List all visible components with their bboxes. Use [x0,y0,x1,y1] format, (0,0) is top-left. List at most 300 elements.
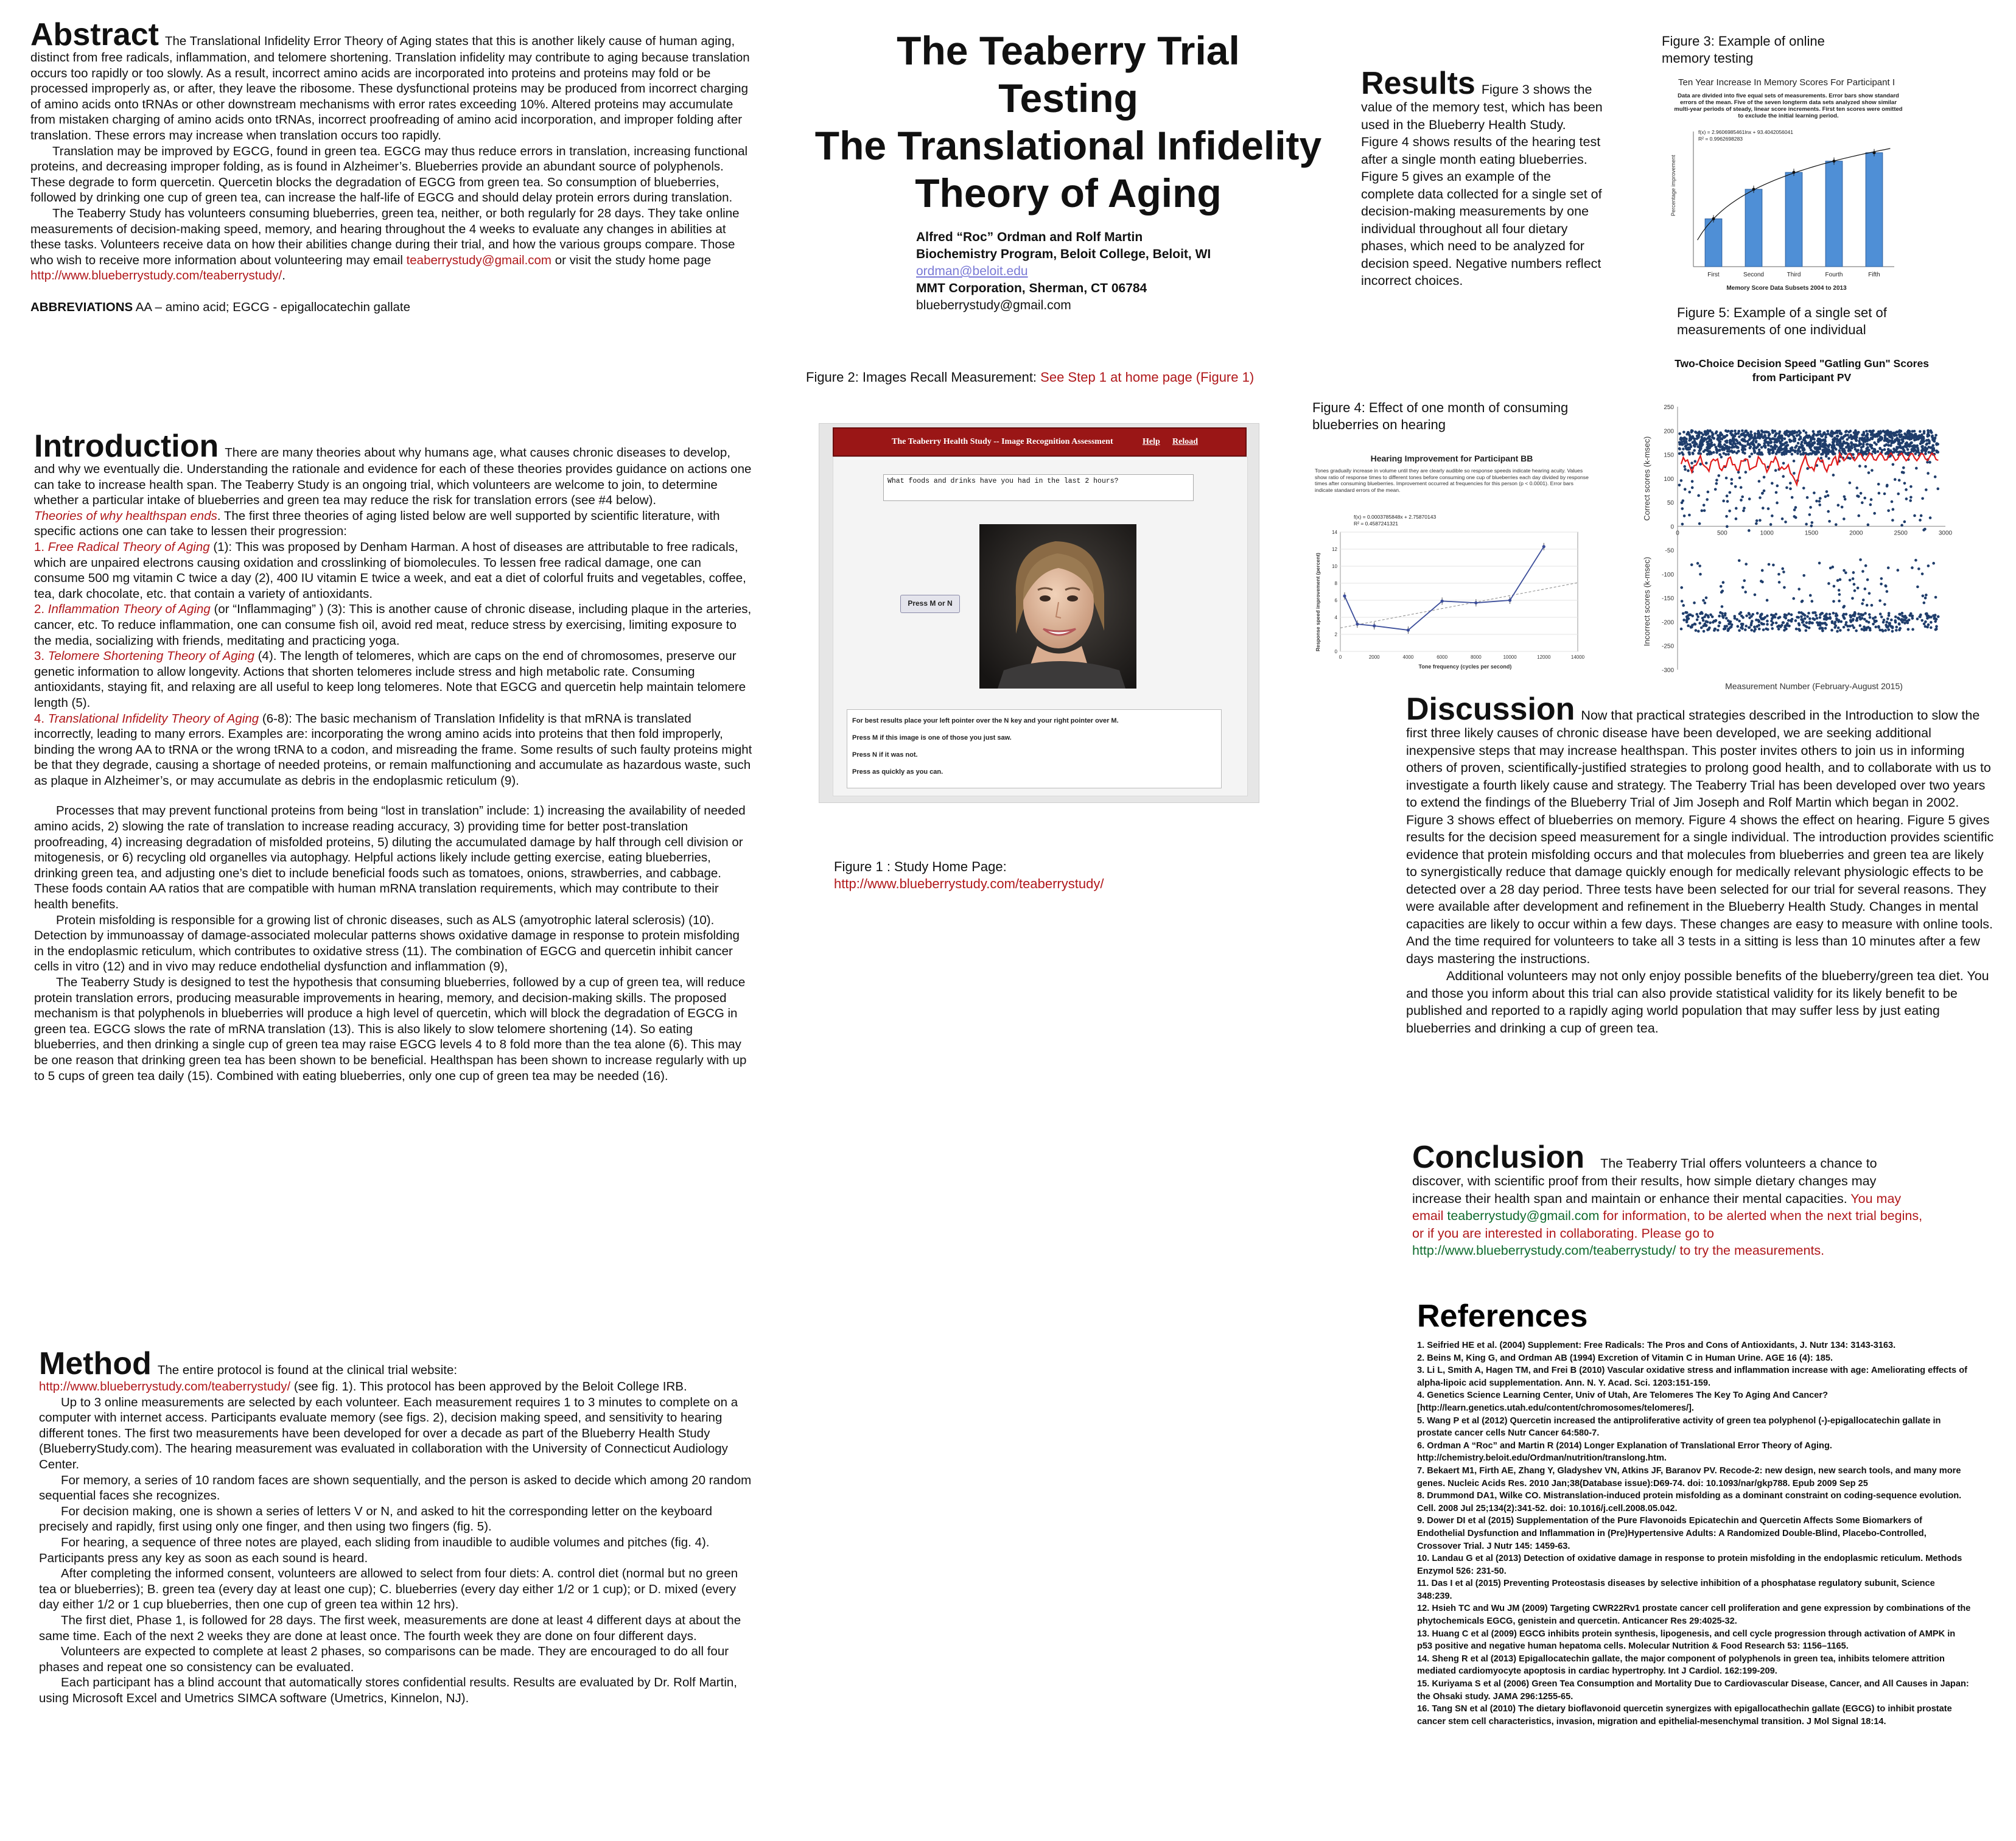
author-email-link[interactable]: ordman@beloit.edu [916,264,1028,278]
figure5-incorrect-point [1741,624,1744,627]
figure4-point [1508,598,1511,601]
figure5-correct-point [1725,445,1728,448]
figure5-title: Two-Choice Decision Speed "Gatling Gun" Scores from Participant PV [1675,357,1929,384]
figure5-incorrect-point [1857,612,1860,615]
figure5-correct-point [1845,430,1848,433]
figure5-correct-point [1891,439,1894,442]
figure1-caption: Figure 1 : Study Home Page: http://www.blueberrystudy.com/teaberrystudy/ [834,859,1104,891]
figure5-incorrect-point [1868,613,1871,616]
figure5-correct-point [1738,435,1741,438]
figure3-point [1833,160,1836,163]
figure5-correct-point [1863,497,1866,500]
figure5-incorrect-point [1811,611,1815,614]
figure5-correct-point [1769,438,1772,441]
figure5-incorrect-point [1857,587,1860,590]
figure5-correct-point [1924,450,1927,453]
figure5-incorrect-point [1694,623,1697,626]
figure5-incorrect-point [1787,619,1790,622]
figure5-correct-point [1690,437,1693,440]
intro-p2: Processes that may prevent functional proteins from being “lost in translation” include: 1) increasing the availability of needed amino acids, 2) slowing the rate of translation to increase reading accuracy, 3) providing time for better post-translation proofreading, 4) increasing degradation of misfolded proteins, 5) diluting the accumulated damage by half through cell division or mitogenesis, or 6) recycling old organelles via autophagy. Helpful actions likely include getting exercise, eating blueberries, drinking green tea, and adjusting one’s diet to include beneficial foods such as tomatoes, onions, strawberries, and cabbage. These foods contain AA ratios that are compatible with human mRNA translation requirements, which may contribute to their health benefits. [34,804,746,912]
figure2-caption-link[interactable]: See Step 1 at home page (Figure 1) [1040,370,1255,385]
figure5-correct-point [1712,451,1715,454]
figure5-x-tick-label: 3000 [1938,530,1953,537]
figure5-correct-point [1836,431,1839,434]
figure5-correct-point [1681,501,1684,504]
abstract-email-link[interactable]: teaberrystudy@gmail.com [406,253,552,267]
figure5-correct-point [1755,441,1758,444]
figure5-incorrect-point [1924,597,1927,600]
figure5-correct-point [1760,446,1763,449]
figure5-caption: Figure 5: Example of a single set of measurements of one individual [1677,305,1887,337]
figure5-correct-point [1854,429,1857,432]
figure5-incorrect-point [1712,621,1715,624]
figure5-incorrect-point [1862,598,1865,601]
figure5-incorrect-point [1808,617,1811,620]
figure5-incorrect-point [1820,612,1823,615]
figure3-point [1712,217,1715,220]
figure5-correct-point [1786,430,1789,433]
figure5-correct-point [1719,433,1722,436]
figure5-correct-point [1688,491,1691,494]
figure5-correct-point [1910,433,1913,436]
figure5-incorrect-point [1794,619,1797,622]
figure5-incorrect-point [1855,619,1858,622]
figure5-incorrect-point [1855,629,1858,633]
figure5-correct-point [1823,431,1826,434]
figure5-incorrect-point [1757,624,1760,627]
conclusion-heading: Conclusion [1412,1140,1585,1175]
figure5-incorrect-point [1693,601,1696,605]
figure5-correct-point [1826,451,1829,454]
figure5-incorrect-point [1824,627,1827,630]
help-link[interactable]: Help [1143,437,1160,446]
method-p5: For hearing, a sequence of three notes are played, each sliding from inaudible to audible volumes and pitches (fig. 4). Participants press any key as soon as each sound is heard. [39,1535,710,1565]
figure5-correct-point [1910,437,1913,440]
figure5-correct-point [1918,434,1921,437]
figure4-ylabel: Response speed improvement (percent) [1315,552,1321,651]
figure4-y-tick-label: 6 [1334,598,1337,603]
figure3-xlabel: Memory Score Data Subsets 2004 to 2013 [1726,285,1847,292]
figure5-incorrect-point [1832,612,1835,615]
figure1-url-link[interactable]: http://www.blueberrystudy.com/teaberrystudy/ [834,876,1104,891]
figure5-correct-point [1931,444,1934,447]
figure5-correct-point [1794,506,1797,509]
figure5-incorrect-point [1843,613,1846,616]
figure5-correct-point [1720,455,1723,458]
figure5-correct-point [1763,475,1766,479]
figure5-correct-point [1929,516,1932,519]
figure5-incorrect-point [1685,611,1689,614]
figure5-incorrect-point [1698,622,1701,625]
abstract-url-link[interactable]: http://www.blueberrystudy.com/teaberrystudy/ [30,268,282,283]
figure5-incorrect-point [1833,585,1836,588]
figure4-x-tick-label: 12000 [1537,654,1551,660]
figure5-correct-point [1684,488,1687,491]
figure5-correct-point [1869,503,1872,507]
figure5-correct-point [1769,445,1773,448]
figure5-correct-point [1691,486,1694,489]
figure5-x-tick-label: 2500 [1894,530,1908,537]
figure5-correct-point [1858,440,1861,443]
face-photo [979,524,1136,689]
figure3-tick-label: First [1707,272,1720,278]
method-p2: Up to 3 online measurements are selected by each volunteer. Each measurement requires 1 to 3 minutes to complete on a computer with internet access. Participants evaluate memory (see figs. 2), decision making speed, and sensitivity to hearing different tones. The first two measurements have been developed for over a decade as part of the Blueberry Health Study (BlueberryStudy.com). The hearing measurement was evaluated in collaboration with the University of Connecticut Audiology Center. [39,1395,738,1471]
figure5-correct-point [1741,429,1744,432]
figure5-incorrect-point [1838,600,1841,603]
figure5-incorrect-point [1778,581,1781,584]
figure5-correct-point [1714,488,1717,491]
figure5-correct-point [1678,452,1681,455]
figure5-incorrect-point [1702,599,1705,602]
figure5-incorrect-point [1807,612,1810,615]
figure5-incorrect-point [1802,613,1805,616]
figure5-incorrect-point [1750,629,1753,632]
figure5-incorrect-point [1774,613,1777,616]
figure5-incorrect-point [1930,621,1933,624]
figure5-incorrect-point [1858,615,1861,619]
figure5-incorrect-point [1787,624,1790,627]
figure5-incorrect-point [1926,626,1929,629]
figure5-correct-point [1825,444,1828,447]
figure5-incorrect-point [1897,617,1900,620]
reference-item: 15. Kuriyama S et al (2006) Green Tea Consumption and Mortality Due to Cardiovascular Disease, Cancer, and All Causes in Japan: the Ohsaki study. JAMA 296:1255-65. [1417,1679,1969,1702]
figure5-incorrect-point [1777,573,1780,576]
figure5-correct-point [1864,465,1867,468]
figure5-correct-point [1734,430,1737,433]
figure5-correct-point [1861,501,1864,504]
figure5-incorrect-point [1838,589,1841,592]
figure5-correct-point [1691,480,1694,483]
figure5-incorrect-point [1849,614,1852,617]
conclusion-section: Conclusion The Teaberry Trial offers volunteers a chance to discover, with scientific proof from their results, how simple dietary changes may increase their health span and maintain or enhance their mental capacities. You may email teaberrystudy@gmail.com for information, to be alerted when the next trial begins, or if you are interested in collaborating. Please go to http://www.blueberrystudy.com/teaberrystudy/ to try the measurements. [1412,1140,1923,1258]
figure5-incorrect-point [1777,628,1780,631]
figure5-correct-point [1779,449,1782,452]
figure5-correct-point [1776,502,1779,505]
figure5-incorrect-point [1894,621,1897,624]
figure5-correct-point [1802,429,1805,432]
figure5-incorrect-point [1725,617,1728,620]
figure5-correct-point [1743,452,1746,455]
figure5-correct-point [1920,449,1923,452]
intro-theory-2: 2. Inflammation Theory of Aging (or “Inflammaging” ) (3): This is another cause of chronic disease, including plaque in the arteries, cancer, etc. To reduce inflammation, one can consume fish oil, avoid red meat, reduce stress by exercising, limiting exposure to the media, socializing with friends, meditating and practicing yoga. [34,602,752,648]
figure5-correct-point [1767,448,1770,451]
figure5-y-tick-label: 200 [1664,428,1674,435]
figure5-correct-point [1883,448,1886,451]
figure5-correct-point [1706,449,1709,452]
assessment-body [833,457,1248,796]
figure5-correct-point [1776,485,1779,488]
figure5-correct-point [1744,444,1747,447]
figure5-correct-point [1732,446,1735,449]
method-p3: For memory, a series of 10 random faces are shown sequentially, and the person is asked to decide which among 20 random sequential faces she recognizes. [39,1473,752,1503]
figure5-incorrect-point [1900,619,1903,622]
figure5-correct-point [1921,497,1924,500]
figure5-correct-point [1847,443,1850,446]
figure5-incorrect-point [1696,615,1699,619]
figure5-correct-point [1856,444,1859,447]
method-url-link[interactable]: http://www.blueberrystudy.com/teaberrystudy/ [39,1380,291,1394]
figure5-correct-point [1683,514,1686,517]
figure4-x-tick-label: 2000 [1368,654,1380,660]
figure4-equation: f(x) = 0.0003785848x + 2.75870143 R² = 0.4587241321 [1354,514,1437,527]
figure5-correct-point [1853,437,1857,440]
figure5-correct-point [1681,523,1684,526]
figure5-correct-point [1794,451,1797,454]
figure5-correct-point [1740,499,1743,502]
reference-item: 16. Tang SN et al (2010) The dietary bioflavonoid quercetin synergizes with epigallocathechin gallate (EGCG) to inhibit prostate cancer stem cell characteristics, invasion, migration and epithelial-mesenchymal transition. J Mol Signal 18:14. [1417,1704,1952,1727]
figure3-bar [1866,153,1883,267]
figure5-incorrect-point [1887,628,1890,631]
figure5-correct-point [1793,472,1796,475]
figure5-incorrect-point [1877,625,1880,628]
figure5-correct-point [1706,441,1709,444]
figure5-correct-point [1896,430,1899,433]
figure5-incorrect-point [1795,628,1798,631]
figure5-incorrect-point [1691,614,1694,617]
figure5-correct-point [1782,462,1785,465]
figure5-correct-point [1698,435,1701,438]
figure5-ylabel-top: Correct scores (k-msec) [1642,436,1651,521]
figure5-incorrect-point [1880,583,1883,586]
figure5-correct-point [1734,485,1737,488]
figure5-incorrect-point [1777,617,1780,620]
figure5-correct-point [1865,435,1868,438]
figure4-point [1373,624,1376,627]
figure5-correct-point [1867,471,1871,474]
figure4-x-tick-label: 4000 [1402,654,1414,660]
figure5-incorrect-point [1879,612,1882,615]
figure5-incorrect-point [1863,628,1866,631]
figure4-y-tick-label: 4 [1334,615,1337,620]
figure5-incorrect-point [1782,570,1785,573]
figure5-incorrect-point [1721,605,1724,608]
figure4-x-tick-label: 14000 [1570,654,1585,660]
figure5-incorrect-point [1721,612,1724,615]
conclusion-url-link[interactable]: http://www.blueberrystudy.com/teaberrystudy/ [1412,1243,1676,1258]
figure5-incorrect-point [1709,622,1712,625]
figure5-incorrect-point [1741,616,1745,619]
figure5-correct-point [1688,514,1691,517]
figure5-incorrect-point [1700,611,1703,614]
figure5-y-tick-label: -200 [1661,619,1674,626]
instruction-2: Press M if this image is one of those you just saw. [852,734,1012,742]
figure5-incorrect-point [1851,597,1854,600]
figure5-correct-point [1725,515,1728,518]
figure5-incorrect-point [1797,616,1800,619]
figure5-correct-point [1768,433,1771,436]
figure5-incorrect-point [1887,625,1890,628]
references-heading: References [1417,1299,1588,1334]
figure5-correct-point [1909,485,1913,488]
figure4-x-tick-label: 0 [1339,654,1342,660]
figure5-correct-point [1813,433,1816,436]
discussion-p1: Discussion Now that practical strategies described in the Introduction to slow the first three likely causes of chronic disease have been developed, we are seeking additional inexpensive steps that may increase healthspan. This poster invites others to join us in informing others of proven, scientifically-justified strategies to prolong good health, and to collaborate with us to investigate a fourth likely cause and strategy. The Teaberry Trial has been developed over two years to extend the findings of the Blueberry Trial of Jim Joseph and Rolf Martin which began in 2002. Figure 3 shows effect of blueberries on memory. Figure 4 shows the effect on hearing. Figure 5 gives results for the decision speed measurement for a single individual. The introduction provides scientific evidence that protein misfolding occurs and that molecules from blueberries and green tea are likely to synergistically reduce that damage quickly enough for medically relevant physiologic effects to be detected over a 28 day period. Three tests have been selected for our trial for several reasons. They were available after development and refinement in the Blueberry Health Study. Changes in mental capacities are likely to occur within a few days. These changes are easy to measure with online tools. And the time required for volunteers to take all 3 tests in a sitting is less than 10 minutes after a few days mastering the instructions. [1406,692,1994,966]
abstract-p2: Translation may be improved by EGCG, found in green tea. EGCG may thus reduce errors in translation, increasing functional proteins, and decreasing improper folding, as is found in Alzheimer’s. Blueberries provide an abundant source of polyphenols. These degrade to form quercetin. Quercetin blocks the degradation of EGCG from green tea. So consumption of blueberries, followed by drinking one cup of green tea, can increase the half-life of EGCG and should delay protein errors during translation. [30,144,748,205]
figure5-correct-point [1759,434,1762,437]
figure5-incorrect-point [1783,586,1786,589]
figure5-correct-point [1716,438,1719,441]
figure5-chart [1637,357,1954,698]
figure5-incorrect-point [1721,589,1724,592]
figure5-incorrect-point [1785,614,1788,617]
figure5-correct-point [1827,457,1830,460]
figure5-correct-point [1693,438,1696,441]
figure5-correct-point [1745,434,1748,437]
reference-item: 4. Genetics Science Learning Center, Univ of Utah, Are Telomeres The Key To Aging And Cancer? [http://learn.genetics.utah.edu/content/chromosomes/telomeres/]. [1417,1390,1828,1413]
figure5-correct-point [1836,435,1839,438]
figure5-correct-point [1916,447,1919,450]
figure5-incorrect-point [1781,567,1784,570]
figure4-note-container [1315,468,1589,507]
figure5-incorrect-point [1734,617,1737,620]
figure5-correct-point [1767,507,1770,510]
figure5-correct-point [1867,524,1870,527]
figure5-correct-point [1717,474,1720,477]
figure5-incorrect-point [1923,601,1926,605]
figure5-incorrect-point [1838,593,1841,596]
figure5-incorrect-point [1921,572,1924,575]
figure5-incorrect-point [1905,617,1908,620]
figure5-correct-point [1813,491,1816,494]
figure5-correct-point [1887,451,1890,454]
figure5-incorrect-point [1864,587,1867,591]
figure3-subtitle: Data are divided into five equal sets of measurements. Error bars show standard errors of the mean. Five of the seven longterm data sets analyzed show similar multi-year periods of steady, linear score increments. First ten scores were omitted to exclude the initial learning period. [1674,93,1903,119]
figure5-correct-point [1762,507,1765,510]
figure5-correct-point [1922,436,1925,439]
figure5-y-tick-label: 50 [1667,500,1674,507]
figure5-correct-point [1718,449,1721,452]
figure5-incorrect-point [1901,612,1904,615]
figure5-correct-point [1844,442,1847,445]
figure5-correct-point [1892,432,1895,435]
figure5-incorrect-point [1703,615,1706,619]
figure5-correct-point [1784,521,1787,524]
figure5-correct-point [1809,452,1812,455]
figure5-correct-point [1924,452,1927,455]
figure3-bar [1825,161,1843,267]
figure5-incorrect-point [1808,626,1811,629]
figure5-correct-point [1835,438,1838,441]
figure5-correct-point [1719,443,1722,446]
figure5-correct-point [1878,492,1881,495]
figure5-correct-point [1836,443,1839,446]
figure5-incorrect-point [1766,628,1769,631]
abstract-p1: Abstract The Translational Infidelity Error Theory of Aging states that this is another likely cause of human aging, distinct from free radicals, inflammation, and telomere shortening. Translation infidelity may contribute to aging because translation occurs too rapidly or too slowly. As a result, incorrect amino acids are incorporated into proteins and proteins may fold or be processed improperly as, or after, they leave the ribosome. These dysfunctional proteins may be produced from incorrect charging of amino acids onto tRNAs or other downstream mechanisms with error rates exceeding 10%. Altered proteins may accumulate from mistaken charging of amino acids onto tRNAs, incorrect proofreading of amino acid incorporation, and improper folding after translation. These errors may increase when translation occurs too rapidly. [30,17,750,142]
figure5-correct-point [1681,507,1684,510]
figure5-incorrect-point [1866,578,1869,581]
figure5-correct-point [1684,468,1687,471]
figure5-correct-point [1818,500,1821,503]
figure5-incorrect-point [1785,628,1788,631]
figure5-incorrect-point [1897,569,1900,572]
figure5-incorrect-point [1903,622,1906,625]
figure5-correct-point [1763,431,1766,434]
figure3-bar [1705,219,1722,267]
figure5-correct-point [1822,443,1825,446]
figure5-incorrect-point [1837,619,1840,622]
title-line-3: The Translational Infidelity [814,123,1322,168]
figure5-correct-point [1903,482,1906,485]
reload-link[interactable]: Reload [1172,437,1198,446]
figure5-x-tick-label: 500 [1717,530,1727,537]
figure5-correct-point [1899,435,1902,438]
figure5-incorrect-point [1925,594,1928,597]
figure4-x-tick-label: 10000 [1503,654,1517,660]
figure5-correct-point [1922,528,1925,531]
figure5-correct-point [1680,479,1683,482]
figure5-correct-point [1930,431,1933,434]
figure5-correct-point [1768,452,1771,455]
figure4-svg [1310,451,1594,673]
figure5-title-container [1662,357,1942,390]
figure5-correct-point [1691,430,1694,433]
figure5-y-tick-label: -50 [1665,547,1674,555]
figure5-correct-point [1802,487,1805,490]
figure5-correct-point [1703,503,1706,507]
figure5-correct-point [1804,436,1807,439]
conclusion-email-link[interactable]: teaberrystudy@gmail.com [1447,1208,1600,1223]
figure5-correct-point [1709,452,1712,455]
figure5-incorrect-point [1885,620,1888,623]
figure5-correct-point [1855,450,1858,453]
figure5-incorrect-point [1863,618,1866,621]
figure5-y-tick-label: 250 [1664,404,1674,411]
figure5-incorrect-point [1779,625,1782,628]
figure5-correct-point [1832,474,1835,477]
figure5-correct-point [1725,477,1728,480]
figure5-correct-point [1849,434,1852,437]
figure5-correct-point [1759,437,1762,440]
foods-question-field[interactable]: What foods and drinks have you had in the last 2 hours? [883,474,1194,501]
figure5-correct-point [1818,430,1821,433]
figure5-correct-point [1824,440,1827,443]
figure5-correct-point [1797,442,1800,445]
figure5-correct-point [1841,506,1844,509]
figure5-incorrect-point [1901,615,1904,618]
figure5-correct-point [1903,521,1906,524]
figure5-incorrect-point [1898,613,1901,616]
figure5-correct-point [1774,440,1777,443]
figure5-correct-point [1821,439,1824,442]
figure5-incorrect-point [1937,615,1940,619]
figure5-correct-point [1793,435,1796,438]
figure5-correct-point [1928,461,1931,464]
figure5-incorrect-point [1800,615,1803,619]
figure5-correct-point [1835,448,1838,451]
figure5-incorrect-point [1867,621,1871,624]
figure5-incorrect-point [1771,617,1774,620]
figure5-correct-point [1685,444,1688,447]
figure5-correct-point [1724,453,1727,456]
figure5-correct-point [1771,514,1774,517]
figure5-correct-point [1866,443,1869,446]
figure5-incorrect-point [1751,613,1754,616]
figure5-incorrect-point [1829,616,1832,619]
figure5-correct-point [1821,449,1824,452]
figure5-correct-point [1904,452,1907,455]
figure5-incorrect-point [1852,571,1855,574]
figure5-y-tick-label: -100 [1661,571,1674,578]
figure5-correct-point [1765,441,1768,444]
reference-item: 3. Li L, Smith A, Hagen TM, and Frei B (2010) Vascular oxidative stress and inflammation increase with age: Ameliorating effects of alpha-lipoic acid supplementation. Ann. N. Y. Acad. Sci. 1203:151-159. [1417,1366,1967,1388]
figure5-correct-point [1921,445,1924,448]
figure5-incorrect-point [1859,624,1862,627]
figure5-incorrect-point [1790,613,1793,616]
press-m-or-n-button[interactable]: Press M or N [900,595,960,613]
figure5-incorrect-point [1738,559,1741,563]
figure5-correct-point [1799,431,1802,434]
figure5-correct-point [1678,432,1681,435]
